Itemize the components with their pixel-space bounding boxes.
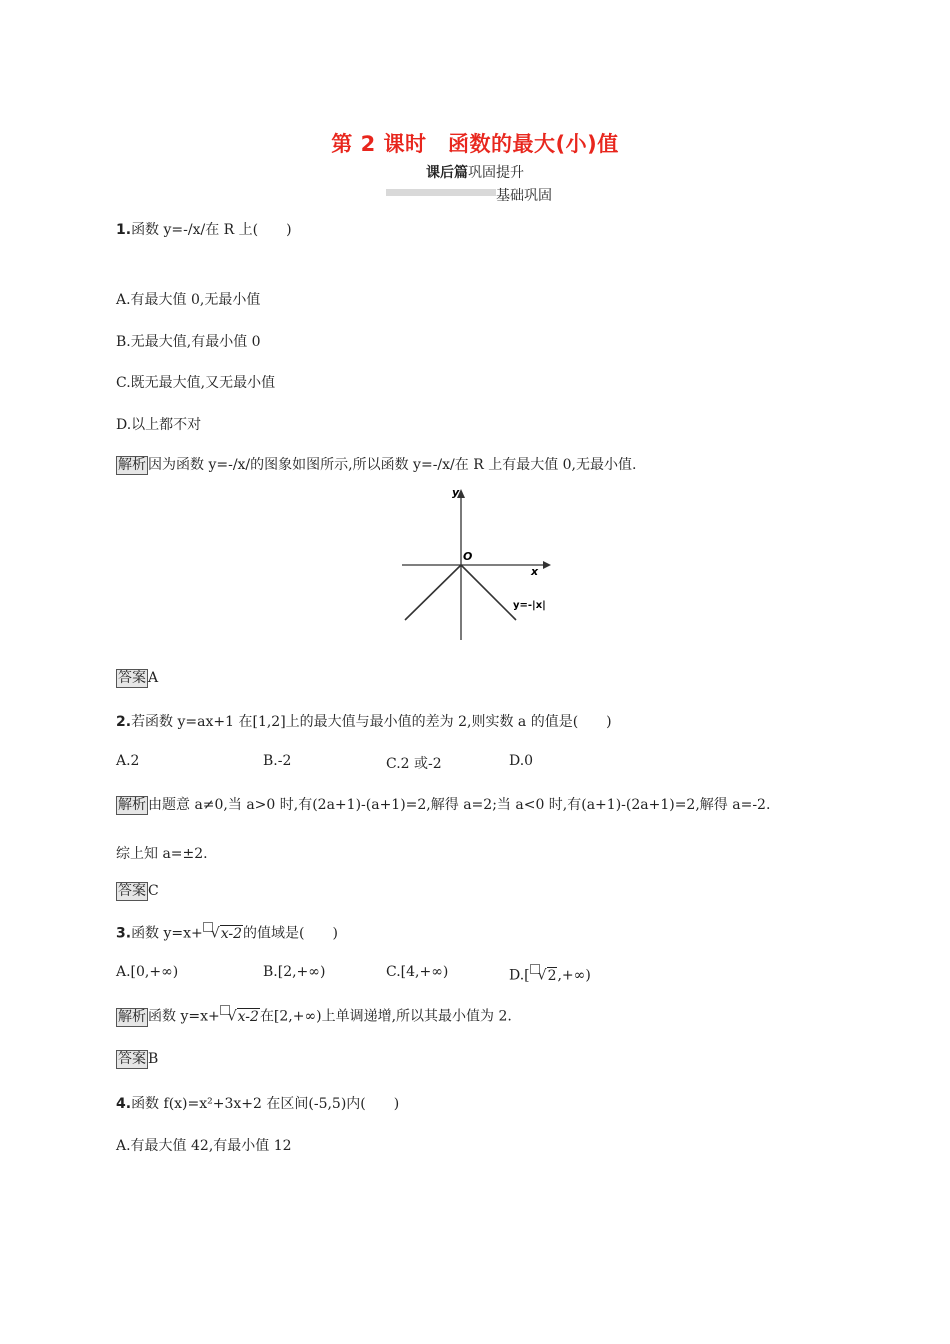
subtitle-rest: 巩固提升 xyxy=(468,165,524,181)
question-text: 若函数 y=ax+1 在[1,2]上的最大值与最小值的差为 2,则实数 a 的值是( ) xyxy=(131,714,612,730)
answer-tag: 答案 xyxy=(118,670,146,686)
option-d-post: ,+∞) xyxy=(557,967,591,984)
q2-option-d: D.0 xyxy=(509,753,534,769)
q1-option-c: C.既无最大值,又无最小值 xyxy=(116,375,276,391)
analysis-tag: 解析 xyxy=(118,797,146,813)
q2-option-c: C.2 或-2 xyxy=(386,756,442,772)
analysis-text-pre: 函数 y=x+ xyxy=(148,1008,220,1025)
q3-option-a: A.[0,+∞) xyxy=(116,964,179,980)
x-axis-label: x xyxy=(531,565,539,578)
y-axis-label: y xyxy=(452,486,460,499)
option-d-pre: D.[ xyxy=(509,967,530,984)
analysis-text-post: 在[2,+∞)上单调递增,所以其最小值为 2. xyxy=(259,1008,512,1025)
q2-option-a: A.2 xyxy=(116,753,140,769)
radicand: 2 xyxy=(547,967,557,984)
answer-tag: 答案 xyxy=(118,883,146,899)
question-text: 函数 y=-/x/在 R 上( ) xyxy=(131,222,292,238)
curve-right-branch xyxy=(461,565,516,620)
radicand: x-2 xyxy=(220,925,242,942)
question-1 xyxy=(116,219,292,239)
q2-analysis xyxy=(116,794,770,815)
radical-expression: √x-2 xyxy=(220,1005,260,1025)
x-axis-arrow xyxy=(543,561,551,569)
question-text-post: 的值域是( ) xyxy=(243,925,338,942)
q3-option-b: B.[2,+∞) xyxy=(263,964,326,980)
q4-option-a: A.有最大值 42,有最小值 12 xyxy=(116,1138,292,1154)
question-number: 4. xyxy=(116,1096,132,1112)
section-bar xyxy=(386,189,496,196)
q3-option-c: C.[4,+∞) xyxy=(386,964,449,980)
radical-expression: √2 xyxy=(530,964,558,984)
question-2 xyxy=(116,711,612,731)
question-3 xyxy=(116,922,338,943)
section-title: 基础巩固 xyxy=(496,188,552,204)
abs-value-graph xyxy=(395,482,585,644)
question-number: 2. xyxy=(116,714,132,730)
q1-option-a: A.有最大值 0,无最小值 xyxy=(116,292,261,308)
q3-answer xyxy=(116,1050,158,1069)
analysis-tag: 解析 xyxy=(118,457,146,473)
q2-answer xyxy=(116,882,159,901)
radical-index-box xyxy=(203,922,213,932)
q1-option-b: B.无最大值,有最小值 0 xyxy=(116,334,261,350)
q1-answer xyxy=(116,669,158,688)
page-subtitle xyxy=(0,162,950,182)
origin-label: O xyxy=(463,550,473,563)
answer-tag: 答案 xyxy=(118,1051,146,1067)
q1-analysis xyxy=(116,454,636,475)
analysis-text: 由题意 a≠0,当 a>0 时,有(2a+1)-(a+1)=2,解得 a=2;当 a<0 时,有(a+1)-(2a+1)=2,解得 a=-2. xyxy=(148,797,771,813)
question-number: 1. xyxy=(116,222,132,238)
q1-option-d: D.以上都不对 xyxy=(116,417,202,433)
radical-expression: √x-2 xyxy=(203,922,243,942)
analysis-text: 因为函数 y=-/x/的图象如图所示,所以函数 y=-/x/在 R 上有最大值 0,无最小值. xyxy=(148,457,637,473)
q3-analysis xyxy=(116,1005,512,1027)
radical-index-box xyxy=(530,964,540,974)
curve-left-branch xyxy=(405,565,461,620)
q3-option-d xyxy=(509,964,591,984)
answer-value: B xyxy=(148,1051,159,1067)
page-title: 第 2 课时 函数的最大(小)值 xyxy=(331,132,619,156)
question-number: 3. xyxy=(116,925,132,942)
question-4 xyxy=(116,1093,399,1113)
radicand: x-2 xyxy=(237,1008,259,1025)
answer-value: C xyxy=(148,883,159,899)
question-text-pre: 函数 y=x+ xyxy=(131,925,203,942)
curve-label: y=-|x| xyxy=(513,600,546,611)
q2-option-b: B.-2 xyxy=(263,753,292,769)
q2-analysis-conclusion: 综上知 a=±2. xyxy=(116,846,208,862)
question-text: 函数 f(x)=x²+3x+2 在区间(-5,5)内( ) xyxy=(131,1096,400,1112)
subtitle-bold: 课后篇 xyxy=(426,165,468,181)
radical-index-box xyxy=(220,1005,230,1015)
analysis-tag: 解析 xyxy=(118,1008,146,1025)
answer-value: A xyxy=(148,670,159,686)
